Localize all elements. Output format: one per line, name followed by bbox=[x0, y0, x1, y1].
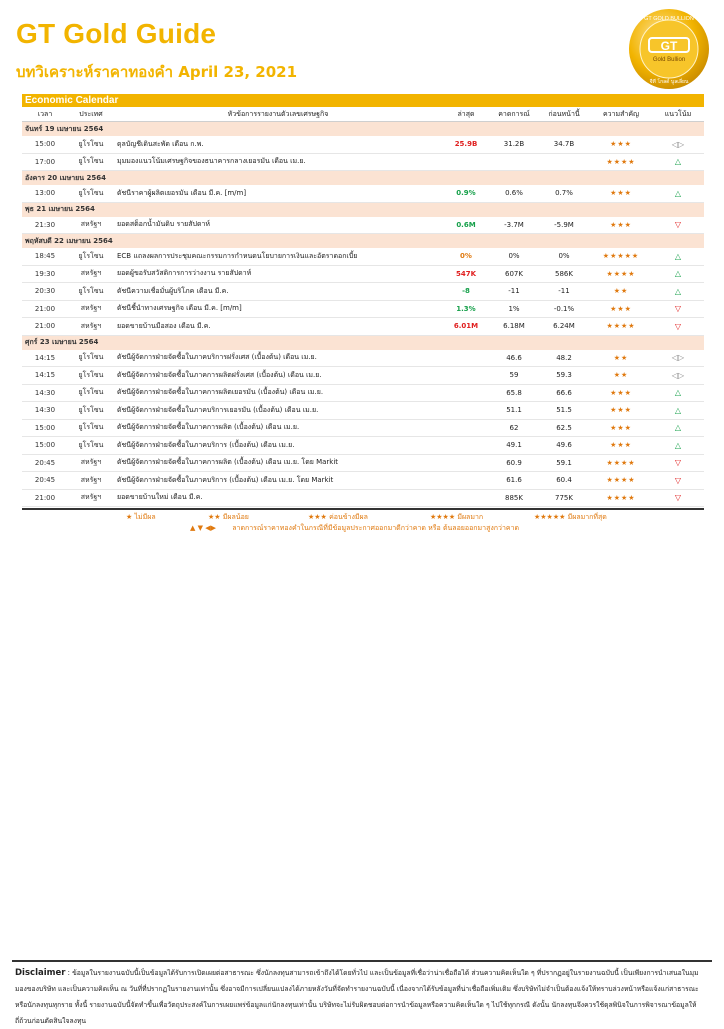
event-previous: 48.2 bbox=[538, 350, 590, 367]
trend-icon: ◁▷ bbox=[652, 350, 704, 367]
importance-stars: ★★★ bbox=[590, 217, 652, 234]
event-row bbox=[22, 217, 704, 234]
trend-icon: △ bbox=[652, 265, 704, 283]
col-header-importance: ความสำคัญ bbox=[590, 107, 652, 122]
event-title: ยอดขายบ้านมือสอง เดือน มี.ค. bbox=[114, 318, 442, 336]
col-header-actual: ล่าสุด bbox=[442, 107, 490, 122]
event-previous: 775K bbox=[538, 489, 590, 507]
event-forecast: 607K bbox=[490, 265, 538, 283]
importance-stars: ★★★★ bbox=[590, 489, 652, 507]
col-header-event: หัวข้อการรายงานตัวเลขเศรษฐกิจ bbox=[114, 107, 442, 122]
event-row bbox=[22, 136, 704, 153]
event-actual bbox=[442, 350, 490, 367]
event-actual bbox=[442, 153, 490, 171]
event-previous: 49.6 bbox=[538, 437, 590, 455]
importance-stars: ★★ bbox=[590, 283, 652, 301]
legend-item-5: ★★★★★ มีผลมากที่สุด bbox=[534, 513, 607, 521]
event-country: ยูโรโซน bbox=[68, 384, 114, 402]
day-row bbox=[22, 234, 704, 249]
report-title: GT Gold Guide bbox=[16, 18, 217, 49]
disclaimer-text: : ข้อมูลในรายงานฉบับนี้เป็นข้อมูลได้รับการเปิดเผยต่อสาธารณะ ซึ่งนักลงทุนสามารถเข้าถึงได้โดยทั่วไป และเป็นข้อมูลที่เชื่อว่าน่าเชื่อถือได้ ส่วนความคิดเห็นใด ๆ ที่ปรากฏอยู่ในรายงานฉบับนี้ เป็นเพียงการนำเสนอในมุมมองของบริษัท และเป็นความคิดเห็น ณ วันที่ที่ปรากฏในรายงานเท่านั้น ซึ่งอาจมีการเปลี่ยนแปลงได้ภายหลังวันที่จัดทำรายงานฉบับนี้ เนื่องจากได้รับข้อมูลที่น่าเชื่อถือเพิ่มเติม ซึ่งบริษัทไม่จำเป็นต้องแจ้งให้ทราบล่วงหน้าหรือแจ้งแก่สาธารณะหรือนักลงทุนทุกราย ทั้งนี้ รายงานฉบับนี้จัดทำขึ้นเพื่อวัตถุประสงค์ในการเผยแพร่ข้อมูลแก่นักลงทุนเท่านั้น บริษัทจะไม่รับผิดชอบต่อการนำข้อมูลหรือความคิดเห็นใด ๆ ไปใช้ทุกกรณี ดังนั้น นักลงทุนจึงควรใช้ดุลพินิจในการพิจารณาข้อมูลให้ถี่ถ้วนก่อนตัดสินใจลงทุน bbox=[15, 969, 699, 1025]
event-title: ดัชนีผู้จัดการฝ่ายจัดซื้อในภาคการผลิต (เบื้องต้น) เดือน เม.ย. bbox=[114, 419, 442, 437]
disclaimer-divider bbox=[12, 960, 712, 962]
event-country: ยูโรโซน bbox=[68, 153, 114, 171]
day-label: จันทร์ 19 เมษายน 2564 bbox=[22, 122, 704, 137]
importance-stars: ★★★★★ bbox=[590, 248, 652, 265]
trend-icon: ▽ bbox=[652, 300, 704, 318]
event-country: ยูโรโซน bbox=[68, 350, 114, 367]
disclaimer bbox=[15, 965, 705, 1029]
event-previous: 586K bbox=[538, 265, 590, 283]
event-time: 20:45 bbox=[22, 454, 68, 472]
legend-item-1: ★ ไม่มีผล bbox=[126, 513, 156, 521]
event-title: ดัชนีผู้จัดการฝ่ายจัดซื้อในภาคการผลิตฝรั่งเศส (เบื้องต้น) เดือน เม.ย. bbox=[114, 367, 442, 385]
event-title: ยอดสต็อกน้ำมันดิบ รายสัปดาห์ bbox=[114, 217, 442, 234]
day-label: ศุกร์ 23 เมษายน 2564 bbox=[22, 335, 704, 350]
event-forecast: 60.9 bbox=[490, 454, 538, 472]
event-actual bbox=[442, 489, 490, 507]
event-row bbox=[22, 318, 704, 336]
event-previous: 0% bbox=[538, 248, 590, 265]
event-actual: -8 bbox=[442, 283, 490, 301]
event-title: มุมมองแนวโน้มเศรษฐกิจของธนาคารกลางเยอรมัน เดือน เม.ย. bbox=[114, 153, 442, 171]
day-label: พฤหัสบดี 22 เมษายน 2564 bbox=[22, 234, 704, 249]
event-forecast: 49.1 bbox=[490, 437, 538, 455]
trend-icon: △ bbox=[652, 153, 704, 171]
event-row bbox=[22, 472, 704, 490]
event-time: 14:15 bbox=[22, 367, 68, 385]
event-time: 21:00 bbox=[22, 489, 68, 507]
col-header-time: เวลา bbox=[22, 107, 68, 122]
event-time: 13:00 bbox=[22, 185, 68, 202]
event-previous bbox=[538, 153, 590, 171]
event-previous: 51.5 bbox=[538, 402, 590, 420]
event-time: 19:30 bbox=[22, 265, 68, 283]
event-time: 21:30 bbox=[22, 217, 68, 234]
trend-icon: ▽ bbox=[652, 489, 704, 507]
event-actual: 0.6M bbox=[442, 217, 490, 234]
trend-icon: ▽ bbox=[652, 454, 704, 472]
event-country: สหรัฐฯ bbox=[68, 318, 114, 336]
event-country: ยูโรโซน bbox=[68, 283, 114, 301]
svg-text:จีที โกลด์ บูลเลี่ยน: จีที โกลด์ บูลเลี่ยน bbox=[649, 79, 689, 85]
event-row bbox=[22, 437, 704, 455]
event-forecast: 0.6% bbox=[490, 185, 538, 202]
trend-icon: △ bbox=[652, 185, 704, 202]
event-time: 15:00 bbox=[22, 437, 68, 455]
svg-text:GT: GT bbox=[660, 39, 678, 53]
event-title: ยอดขายบ้านใหม่ เดือน มี.ค. bbox=[114, 489, 442, 507]
event-actual: 6.01M bbox=[442, 318, 490, 336]
day-row bbox=[22, 202, 704, 217]
event-title: ดัชนีชี้นำทางเศรษฐกิจ เดือน มี.ค. [m/m] bbox=[114, 300, 442, 318]
event-row bbox=[22, 300, 704, 318]
event-forecast: 885K bbox=[490, 489, 538, 507]
importance-stars: ★★★ bbox=[590, 419, 652, 437]
event-actual: 0% bbox=[442, 248, 490, 265]
svg-text:GT GOLD BULLION: GT GOLD BULLION bbox=[644, 16, 694, 22]
event-title: ดัชนีผู้จัดการฝ่ายจัดซื้อในภาคการผลิต (เบื้องต้น) เดือน เม.ย. โดย Markit bbox=[114, 454, 442, 472]
event-country: ยูโรโซน bbox=[68, 248, 114, 265]
event-row bbox=[22, 185, 704, 202]
trend-icon: ◁▷ bbox=[652, 136, 704, 153]
col-header-previous: ก่อนหน้านี้ bbox=[538, 107, 590, 122]
event-forecast: -11 bbox=[490, 283, 538, 301]
day-row bbox=[22, 335, 704, 350]
event-previous: 62.5 bbox=[538, 419, 590, 437]
day-row bbox=[22, 122, 704, 137]
trend-icon: △ bbox=[652, 402, 704, 420]
event-country: ยูโรโซน bbox=[68, 367, 114, 385]
event-actual bbox=[442, 454, 490, 472]
event-actual bbox=[442, 472, 490, 490]
event-row bbox=[22, 419, 704, 437]
importance-stars: ★★★ bbox=[590, 384, 652, 402]
event-row bbox=[22, 350, 704, 367]
importance-stars: ★★★ bbox=[590, 185, 652, 202]
col-header-trend: แนวโน้ม bbox=[652, 107, 704, 122]
trend-icon: ▽ bbox=[652, 217, 704, 234]
event-title: ยอดผู้ขอรับสวัสดิการการว่างงาน รายสัปดาห์ bbox=[114, 265, 442, 283]
event-previous: 59.1 bbox=[538, 454, 590, 472]
event-forecast: 6.18M bbox=[490, 318, 538, 336]
event-actual: 0.9% bbox=[442, 185, 490, 202]
event-country: ยูโรโซน bbox=[68, 402, 114, 420]
event-title: ดัชนีผู้จัดการฝ่ายจัดซื้อในภาคบริการ (เบื้องต้น) เดือน เม.ย. bbox=[114, 437, 442, 455]
event-time: 15:00 bbox=[22, 419, 68, 437]
event-forecast: 61.6 bbox=[490, 472, 538, 490]
event-country: ยูโรโซน bbox=[68, 419, 114, 437]
event-time: 20:30 bbox=[22, 283, 68, 301]
event-time: 18:45 bbox=[22, 248, 68, 265]
calendar-table bbox=[22, 107, 704, 507]
event-row bbox=[22, 489, 704, 507]
event-row bbox=[22, 153, 704, 171]
importance-stars: ★★★★ bbox=[590, 454, 652, 472]
importance-stars: ★★★ bbox=[590, 437, 652, 455]
event-previous: -11 bbox=[538, 283, 590, 301]
event-row bbox=[22, 454, 704, 472]
event-time: 20:45 bbox=[22, 472, 68, 490]
event-title: ดัชนีผู้จัดการฝ่ายจัดซื้อในภาคบริการฝรั่งเศส (เบื้องต้น) เดือน เม.ย. bbox=[114, 350, 442, 367]
event-previous: 34.7B bbox=[538, 136, 590, 153]
event-time: 21:00 bbox=[22, 318, 68, 336]
event-previous: 60.4 bbox=[538, 472, 590, 490]
event-title: ดัชนีผู้จัดการฝ่ายจัดซื้อในภาคบริการเยอรมัน (เบื้องต้น) เดือน เม.ย. bbox=[114, 402, 442, 420]
trend-icon: △ bbox=[652, 419, 704, 437]
calendar-title: Economic Calendar bbox=[22, 94, 704, 107]
trend-icon: △ bbox=[652, 283, 704, 301]
event-country: สหรัฐฯ bbox=[68, 472, 114, 490]
event-row bbox=[22, 402, 704, 420]
event-actual bbox=[442, 419, 490, 437]
day-row bbox=[22, 171, 704, 186]
event-previous: -5.9M bbox=[538, 217, 590, 234]
event-title: ดัชนีราคาผู้ผลิตเยอรมัน เดือน มี.ค. [m/m] bbox=[114, 185, 442, 202]
event-row bbox=[22, 248, 704, 265]
importance-stars: ★★ bbox=[590, 350, 652, 367]
trend-legend bbox=[190, 523, 519, 534]
trend-icon: △ bbox=[652, 384, 704, 402]
trend-note: ลาดการณ์ราคาทองคำในกรณีที่มีข้อมูลประกาศออกมาดีกว่าคาด หรือ ต้นลอยออกมาสูงกว่าคาด bbox=[232, 524, 520, 532]
event-country: สหรัฐฯ bbox=[68, 454, 114, 472]
svg-text:Gold Bullion: Gold Bullion bbox=[652, 57, 686, 63]
calendar-header-row bbox=[22, 107, 704, 122]
event-country: ยูโรโซน bbox=[68, 136, 114, 153]
event-time: 17:00 bbox=[22, 153, 68, 171]
event-forecast: 65.8 bbox=[490, 384, 538, 402]
event-country: สหรัฐฯ bbox=[68, 265, 114, 283]
event-time: 15:00 bbox=[22, 136, 68, 153]
legend-item-2: ★★ มีผลน้อย bbox=[208, 513, 249, 521]
report-subtitle: บทวิเคราะห์ราคาทองคำ April 23, 2021 bbox=[16, 63, 298, 81]
economic-calendar bbox=[22, 94, 704, 507]
event-row bbox=[22, 384, 704, 402]
gt-gold-bullion-logo bbox=[628, 8, 710, 90]
event-previous: 59.3 bbox=[538, 367, 590, 385]
importance-stars: ★★★ bbox=[590, 136, 652, 153]
trend-symbols: ▲ ▼ ◀▶ bbox=[190, 524, 216, 532]
event-title: ดัชนีความเชื่อมั่นผู้บริโภค เดือน มี.ค. bbox=[114, 283, 442, 301]
event-row bbox=[22, 265, 704, 283]
event-forecast: 1% bbox=[490, 300, 538, 318]
event-actual bbox=[442, 367, 490, 385]
event-forecast: 46.6 bbox=[490, 350, 538, 367]
legend-item-4: ★★★★ มีผลมาก bbox=[430, 513, 484, 521]
event-time: 21:00 bbox=[22, 300, 68, 318]
event-time: 14:15 bbox=[22, 350, 68, 367]
event-forecast: 0% bbox=[490, 248, 538, 265]
event-country: ยูโรโซน bbox=[68, 185, 114, 202]
trend-icon: △ bbox=[652, 437, 704, 455]
importance-stars: ★★★ bbox=[590, 300, 652, 318]
event-row bbox=[22, 283, 704, 301]
event-country: สหรัฐฯ bbox=[68, 489, 114, 507]
importance-stars: ★★★★ bbox=[590, 472, 652, 490]
event-title: ดัชนีผู้จัดการฝ่ายจัดซื้อในภาคบริการ (เบื้องต้น) เดือน เม.ย. โดย Markit bbox=[114, 472, 442, 490]
day-label: พุธ 21 เมษายน 2564 bbox=[22, 202, 704, 217]
col-header-country: ประเทศ bbox=[68, 107, 114, 122]
event-forecast: 31.2B bbox=[490, 136, 538, 153]
event-actual bbox=[442, 384, 490, 402]
event-actual: 25.9B bbox=[442, 136, 490, 153]
trend-icon: △ bbox=[652, 248, 704, 265]
col-header-forecast: คาดการณ์ bbox=[490, 107, 538, 122]
event-country: ยูโรโซน bbox=[68, 437, 114, 455]
event-forecast bbox=[490, 153, 538, 171]
event-actual bbox=[442, 437, 490, 455]
event-time: 14:30 bbox=[22, 402, 68, 420]
importance-stars: ★★★★ bbox=[590, 265, 652, 283]
event-row bbox=[22, 367, 704, 385]
event-actual: 1.3% bbox=[442, 300, 490, 318]
event-time: 14:30 bbox=[22, 384, 68, 402]
legend-item-3: ★★★ ค่อนข้างมีผล bbox=[308, 513, 368, 521]
event-actual: 547K bbox=[442, 265, 490, 283]
event-previous: 6.24M bbox=[538, 318, 590, 336]
trend-icon: ▽ bbox=[652, 472, 704, 490]
event-forecast: -3.7M bbox=[490, 217, 538, 234]
trend-icon: ▽ bbox=[652, 318, 704, 336]
event-forecast: 62 bbox=[490, 419, 538, 437]
trend-icon: ◁▷ bbox=[652, 367, 704, 385]
event-title: ECB แถลงผลการประชุมคณะกรรมการกำหนดนโยบายการเงินและอัตราดอกเบี้ย bbox=[114, 248, 442, 265]
event-forecast: 51.1 bbox=[490, 402, 538, 420]
day-label: อังคาร 20 เมษายน 2564 bbox=[22, 171, 704, 186]
event-title: ดุลบัญชีเดินสะพัด เดือน ก.พ. bbox=[114, 136, 442, 153]
calendar-body bbox=[22, 122, 704, 507]
importance-stars: ★★★ bbox=[590, 402, 652, 420]
importance-legend bbox=[22, 508, 704, 524]
event-country: สหรัฐฯ bbox=[68, 217, 114, 234]
importance-stars: ★★ bbox=[590, 367, 652, 385]
importance-stars: ★★★★ bbox=[590, 318, 652, 336]
event-previous: 0.7% bbox=[538, 185, 590, 202]
event-country: สหรัฐฯ bbox=[68, 300, 114, 318]
event-forecast: 59 bbox=[490, 367, 538, 385]
event-previous: -0.1% bbox=[538, 300, 590, 318]
event-previous: 66.6 bbox=[538, 384, 590, 402]
disclaimer-label: Disclaimer bbox=[15, 968, 66, 978]
event-actual bbox=[442, 402, 490, 420]
importance-stars: ★★★★ bbox=[590, 153, 652, 171]
event-title: ดัชนีผู้จัดการฝ่ายจัดซื้อในภาคการผลิตเยอรมัน (เบื้องต้น) เดือน เม.ย. bbox=[114, 384, 442, 402]
